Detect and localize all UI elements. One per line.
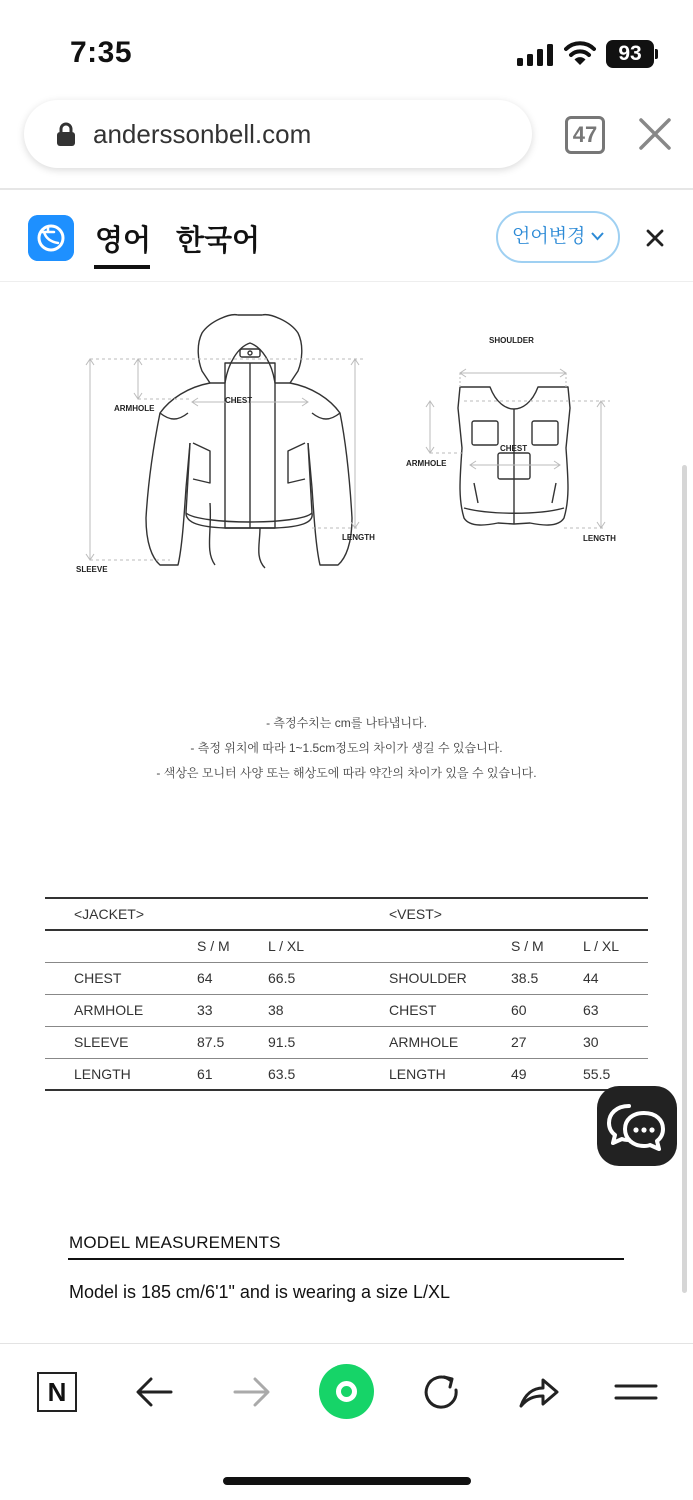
table-title-row xyxy=(45,898,648,930)
header-lxl: L / XL xyxy=(268,930,389,962)
label-vest-chest: CHEST xyxy=(500,444,528,453)
table-header-row xyxy=(45,930,648,962)
battery-indicator xyxy=(606,40,658,68)
chat-bubble-icon xyxy=(597,1086,677,1166)
cell: 33 xyxy=(197,994,268,1026)
cell: CHEST xyxy=(389,994,511,1026)
label-vest-length: LENGTH xyxy=(583,534,616,543)
url-text: anderssonbell.com xyxy=(93,119,312,149)
cell: 44 xyxy=(583,962,648,994)
model-measurements-title: MODEL MEASUREMENTS xyxy=(69,1233,281,1252)
close-icon[interactable] xyxy=(638,117,672,151)
model-measurements-text: Model is 185 cm/6'1" and is wearing a size L/XL xyxy=(69,1282,451,1302)
reload-icon[interactable] xyxy=(420,1370,464,1414)
label-sleeve: SLEEVE xyxy=(76,565,108,574)
status-time: 7:35 xyxy=(70,36,133,69)
chat-button[interactable] xyxy=(597,1086,677,1166)
wifi-icon xyxy=(564,40,596,66)
vest-title: <VEST> xyxy=(389,898,511,930)
label-length: LENGTH xyxy=(342,533,375,542)
cell: 61 xyxy=(197,1058,268,1090)
cellular-signal-icon xyxy=(517,44,555,66)
battery-level: 93 xyxy=(606,40,654,68)
size-table xyxy=(45,897,648,1091)
cell: 27 xyxy=(511,1026,583,1058)
page-content xyxy=(0,283,693,1343)
cell: SLEEVE xyxy=(45,1026,197,1058)
label-armhole: ARMHOLE xyxy=(114,404,155,413)
bottom-toolbar xyxy=(0,1343,693,1500)
label-chest: CHEST xyxy=(225,396,253,405)
table-row xyxy=(45,962,648,994)
battery-tip xyxy=(655,49,658,59)
table-row xyxy=(45,994,648,1026)
header-sm: S / M xyxy=(511,930,583,962)
cell: LENGTH xyxy=(45,1058,197,1090)
chevron-down-icon xyxy=(591,232,604,241)
tab-korean[interactable]: 한국어 xyxy=(176,225,261,257)
naver-home-button[interactable]: N xyxy=(37,1372,77,1412)
back-arrow-icon[interactable] xyxy=(133,1370,177,1414)
header-lxl: L / XL xyxy=(583,930,648,962)
cell: ARMHOLE xyxy=(389,1026,511,1058)
tabs-count-button[interactable]: 47 xyxy=(565,116,605,154)
cell: 30 xyxy=(583,1026,648,1058)
active-tab-underline xyxy=(94,265,150,269)
tab-english[interactable]: 영어 xyxy=(95,225,152,257)
scrollbar[interactable] xyxy=(682,465,687,1293)
cell: 38.5 xyxy=(511,962,583,994)
translate-bar xyxy=(0,190,693,282)
label-vest-armhole: ARMHOLE xyxy=(406,459,447,468)
cell: 91.5 xyxy=(268,1026,389,1058)
share-icon[interactable] xyxy=(517,1370,561,1414)
cell: 38 xyxy=(268,994,389,1026)
cell: 49 xyxy=(511,1058,583,1090)
cell: LENGTH xyxy=(389,1058,511,1090)
cell: 66.5 xyxy=(268,962,389,994)
close-icon[interactable] xyxy=(646,229,664,247)
menu-icon[interactable] xyxy=(614,1370,658,1414)
cell: SHOULDER xyxy=(389,962,511,994)
jacket-title: <JACKET> xyxy=(45,898,197,930)
cell: 60 xyxy=(511,994,583,1026)
cell: 64 xyxy=(197,962,268,994)
measurement-notes xyxy=(0,711,693,786)
home-indicator xyxy=(223,1477,471,1485)
dot-icon xyxy=(336,1381,357,1402)
note-line: - 측정 위치에 따라 1~1.5cm정도의 차이가 생길 수 있습니다. xyxy=(190,741,503,755)
jacket-illustration xyxy=(146,315,352,568)
lock-icon xyxy=(56,122,76,146)
forward-arrow-icon[interactable] xyxy=(229,1370,273,1414)
note-line: - 색상은 모니터 사양 또는 해상도에 따라 약간의 차이가 있을 수 있습니다. xyxy=(156,766,537,780)
language-change-button[interactable] xyxy=(496,211,620,263)
cell: CHEST xyxy=(45,962,197,994)
table-row xyxy=(45,1058,648,1090)
cell: 63 xyxy=(583,994,648,1026)
translate-logo-icon xyxy=(28,215,74,261)
vest-illustration xyxy=(458,387,570,525)
divider xyxy=(68,1258,624,1260)
table-row xyxy=(45,1026,648,1058)
green-dot-button[interactable] xyxy=(319,1364,374,1419)
note-line: - 측정수치는 cm를 나타냅니다. xyxy=(266,716,427,730)
size-guide-diagram xyxy=(60,303,630,583)
cell: 63.5 xyxy=(268,1058,389,1090)
language-change-label: 언어변경 xyxy=(512,226,586,247)
label-shoulder: SHOULDER xyxy=(489,336,534,345)
status-bar xyxy=(0,0,693,100)
cell: 87.5 xyxy=(197,1026,268,1058)
address-bar[interactable] xyxy=(24,100,532,168)
cell: ARMHOLE xyxy=(45,994,197,1026)
cell: 55.5 xyxy=(583,1058,648,1090)
header-sm: S / M xyxy=(197,930,268,962)
